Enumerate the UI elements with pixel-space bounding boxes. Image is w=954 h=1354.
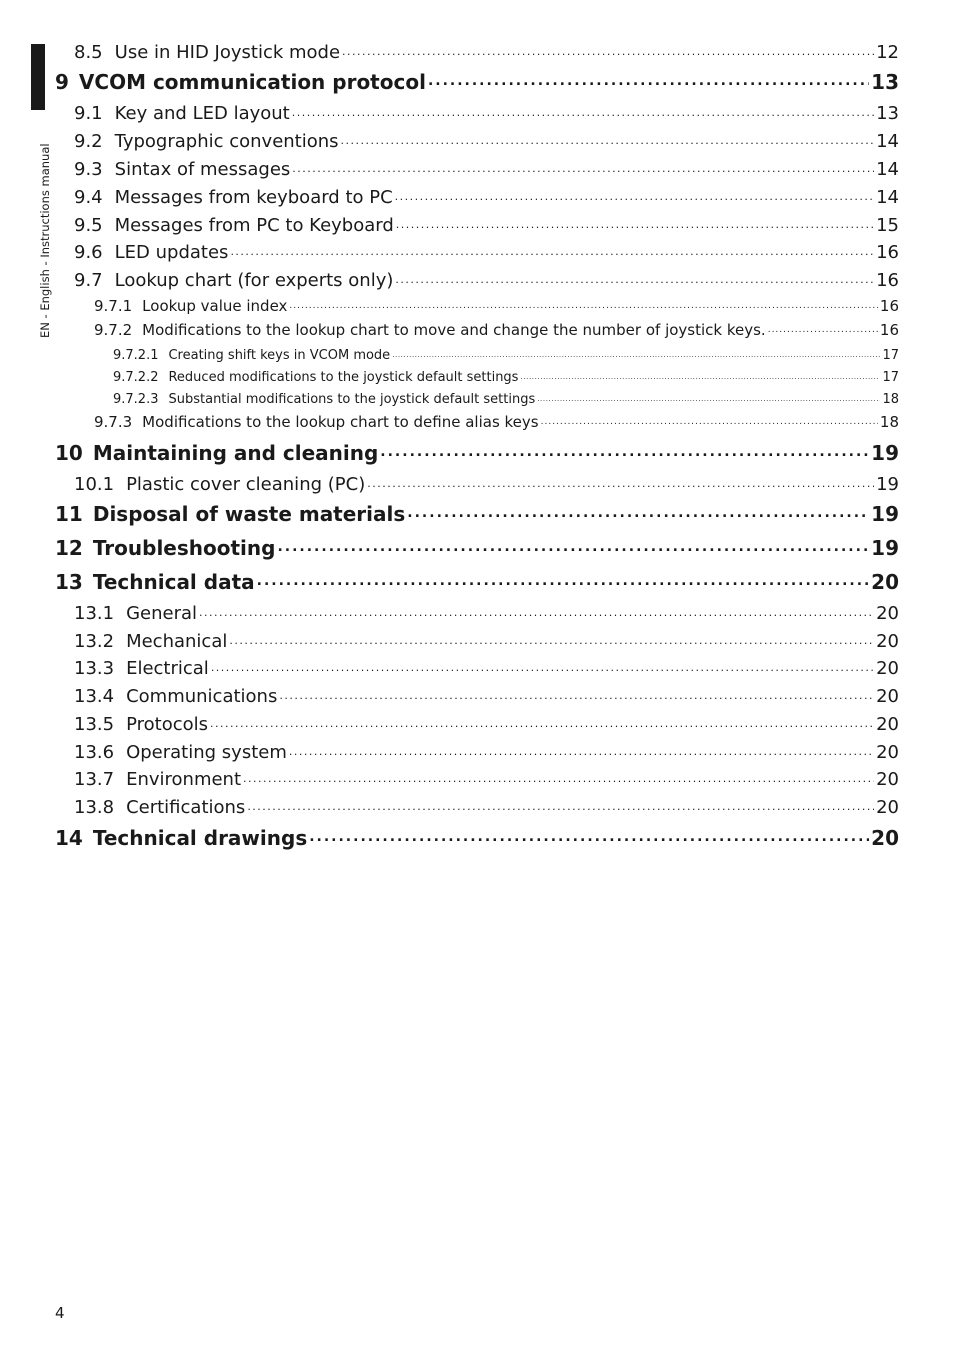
toc-entry-number: 9.7: [74, 270, 103, 291]
toc-entry-number: 12: [55, 536, 83, 560]
toc-dot-leader: [396, 213, 874, 231]
toc-entry-page: 16: [876, 242, 899, 263]
toc-entry-title: Operating system: [126, 742, 287, 763]
toc-entry-number: 13.5: [74, 714, 115, 735]
toc-entry-title: Modifications to the lookup chart to move and change the number of joystick keys.: [142, 321, 766, 339]
toc-dot-leader: [392, 346, 880, 359]
toc-entry-page: 18: [879, 413, 899, 431]
toc-dot-leader: [247, 795, 874, 813]
toc-entry-number: 13.7: [74, 769, 115, 790]
toc-entry-title: General: [126, 603, 198, 624]
toc-entry[interactable]: [74, 684, 899, 710]
toc-entry-title: Substantial modifications to the joystick default settings: [168, 392, 536, 407]
toc-entry-title: Certifications: [126, 797, 246, 818]
toc-entry[interactable]: [94, 412, 899, 438]
toc-entry[interactable]: [74, 185, 899, 211]
side-language-label: EN - English - Instructions manual: [38, 143, 52, 338]
toc-dot-leader: [380, 440, 869, 460]
toc-entry[interactable]: [55, 535, 899, 561]
toc-dot-leader: [367, 472, 874, 490]
toc-entry-title: Maintaining and cleaning: [92, 441, 379, 465]
toc-entry[interactable]: [74, 629, 899, 655]
toc-entry-number: 11: [55, 502, 83, 526]
toc-entry-number: 13.2: [74, 631, 115, 652]
toc-entry-title: Electrical: [126, 658, 209, 679]
toc-entry-page: 20: [876, 714, 899, 735]
toc-entry-page: 16: [879, 321, 899, 339]
toc-entry[interactable]: [74, 767, 899, 793]
toc-entry-number: 9: [55, 70, 69, 94]
toc-entry-number: 13.4: [74, 686, 115, 707]
toc-dot-leader: [199, 601, 874, 619]
toc-entry-number: 9.7.2.1: [113, 348, 159, 363]
toc-dot-leader: [520, 368, 880, 381]
toc-entry-page: 14: [876, 187, 899, 208]
page-number: 4: [55, 1304, 65, 1322]
toc-entry-number: 9.4: [74, 187, 103, 208]
toc-entry-title: Troubleshooting: [92, 536, 276, 560]
toc-entry-number: 13.8: [74, 797, 115, 818]
toc-entry-number: 14: [55, 826, 83, 850]
toc-dot-leader: [210, 712, 874, 730]
toc-entry[interactable]: [74, 712, 899, 738]
side-tab-marker: [31, 44, 45, 110]
toc-entry-page: 14: [876, 131, 899, 152]
toc-dot-leader: [541, 412, 878, 427]
toc-entry-page: 16: [879, 297, 899, 315]
toc-entry-number: 9.1: [74, 103, 103, 124]
toc-entry-number: 9.7.2: [94, 321, 133, 339]
toc-entry-page: 20: [876, 686, 899, 707]
toc-entry-number: 8.5: [74, 42, 103, 63]
toc-entry[interactable]: [74, 472, 899, 498]
toc-entry-page: 16: [876, 270, 899, 291]
toc-entry-title: Sintax of messages: [114, 159, 291, 180]
toc-entry[interactable]: [55, 440, 899, 466]
toc-entry-number: 13.1: [74, 603, 115, 624]
toc-entry-number: 13.6: [74, 742, 115, 763]
toc-entry-title: Plastic cover cleaning (PC): [126, 474, 366, 495]
toc-entry-page: 19: [876, 474, 899, 495]
toc-entry-number: 9.7.2.2: [113, 370, 159, 385]
toc-dot-leader: [277, 535, 869, 555]
toc-entry-title: Modifications to the lookup chart to define alias keys: [142, 413, 539, 431]
toc-entry-page: 20: [876, 769, 899, 790]
toc-entry-page: 20: [876, 742, 899, 763]
toc-dot-leader: [395, 268, 874, 286]
toc-entry[interactable]: [74, 213, 899, 239]
toc-entry[interactable]: [74, 268, 899, 294]
toc-entry-page: 14: [876, 159, 899, 180]
toc-entry-title: VCOM communication protocol: [78, 70, 426, 94]
toc-dot-leader: [428, 69, 869, 89]
toc-entry-page: 20: [871, 826, 899, 850]
toc-entry-title: Messages from PC to Keyboard: [114, 215, 394, 236]
toc-dot-leader: [289, 296, 877, 311]
toc-entry[interactable]: [74, 40, 899, 66]
toc-entry[interactable]: [74, 740, 899, 766]
toc-entry-number: 9.7.2.3: [113, 392, 159, 407]
toc-entry-page: 17: [882, 348, 899, 363]
toc-entry-title: Lookup value index: [142, 297, 288, 315]
toc-entry[interactable]: [94, 320, 899, 346]
toc-entry-title: Use in HID Joystick mode: [114, 42, 341, 63]
toc-dot-leader: [230, 240, 874, 258]
toc-entry-number: 13.3: [74, 658, 115, 679]
toc-entry[interactable]: [74, 101, 899, 127]
toc-entry-title: Communications: [126, 686, 278, 707]
toc-entry-page: 19: [871, 536, 899, 560]
toc-dot-leader: [257, 569, 870, 589]
toc-entry[interactable]: [55, 69, 899, 95]
toc-entry-number: 9.6: [74, 242, 103, 263]
toc-entry-page: 19: [871, 441, 899, 465]
toc-dot-leader: [537, 390, 880, 403]
toc-entry-title: LED updates: [114, 242, 229, 263]
toc-dot-leader: [768, 320, 878, 335]
toc-entry-page: 20: [876, 631, 899, 652]
toc-entry-title: Protocols: [126, 714, 208, 735]
toc-dot-leader: [342, 40, 874, 58]
toc-dot-leader: [279, 684, 874, 702]
toc-entry-title: Key and LED layout: [114, 103, 290, 124]
toc-entry-page: 15: [876, 215, 899, 236]
toc-entry[interactable]: [74, 795, 899, 821]
toc-dot-leader: [243, 767, 874, 785]
toc-entry-title: Creating shift keys in VCOM mode: [168, 348, 391, 363]
toc-entry-title: Lookup chart (for experts only): [114, 270, 394, 291]
toc-entry[interactable]: [94, 296, 899, 322]
toc-entry-title: Disposal of waste materials: [92, 502, 406, 526]
toc-entry-number: 9.7.3: [94, 413, 133, 431]
toc-entry-page: 13: [876, 103, 899, 124]
toc-entry[interactable]: [55, 569, 899, 595]
toc-entry[interactable]: [55, 501, 899, 527]
toc-dot-leader: [341, 129, 875, 147]
toc-entry[interactable]: [55, 825, 899, 851]
toc-entry[interactable]: [74, 240, 899, 266]
toc-dot-leader: [289, 740, 874, 758]
toc-entry-title: Messages from keyboard to PC: [114, 187, 393, 208]
toc-entry[interactable]: [74, 656, 899, 682]
toc-entry-page: 17: [882, 370, 899, 385]
toc-entry-title: Technical drawings: [92, 826, 308, 850]
toc-entry-number: 10: [55, 441, 83, 465]
toc-entry-page: 20: [876, 658, 899, 679]
toc-entry-number: 13: [55, 570, 83, 594]
toc-dot-leader: [292, 101, 874, 119]
toc-dot-leader: [229, 629, 874, 647]
toc-entry-number: 9.3: [74, 159, 103, 180]
toc-entry-page: 12: [876, 42, 899, 63]
toc-entry-title: Mechanical: [126, 631, 228, 652]
toc-entry-page: 20: [871, 570, 899, 594]
toc-entry[interactable]: [74, 157, 899, 183]
toc-dot-leader: [292, 157, 874, 175]
toc-entry-number: 9.7.1: [94, 297, 133, 315]
toc-entry-title: Technical data: [92, 570, 255, 594]
toc-entry-page: 13: [871, 70, 899, 94]
toc-entry-number: 9.2: [74, 131, 103, 152]
toc-entry-page: 18: [882, 392, 899, 407]
toc-entry-page: 20: [876, 603, 899, 624]
toc-dot-leader: [407, 501, 869, 521]
toc-dot-leader: [211, 656, 874, 674]
toc-dot-leader: [309, 825, 869, 845]
toc-entry-title: Reduced modifications to the joystick default settings: [168, 370, 519, 385]
toc-entry[interactable]: [74, 601, 899, 627]
toc-entry-page: 19: [871, 502, 899, 526]
toc-entry-title: Environment: [126, 769, 242, 790]
toc-entry[interactable]: [74, 129, 899, 155]
toc-entry-number: 9.5: [74, 215, 103, 236]
toc-entry-number: 10.1: [74, 474, 115, 495]
toc-entry-page: 20: [876, 797, 899, 818]
toc-dot-leader: [395, 185, 874, 203]
toc-entry-title: Typographic conventions: [114, 131, 339, 152]
